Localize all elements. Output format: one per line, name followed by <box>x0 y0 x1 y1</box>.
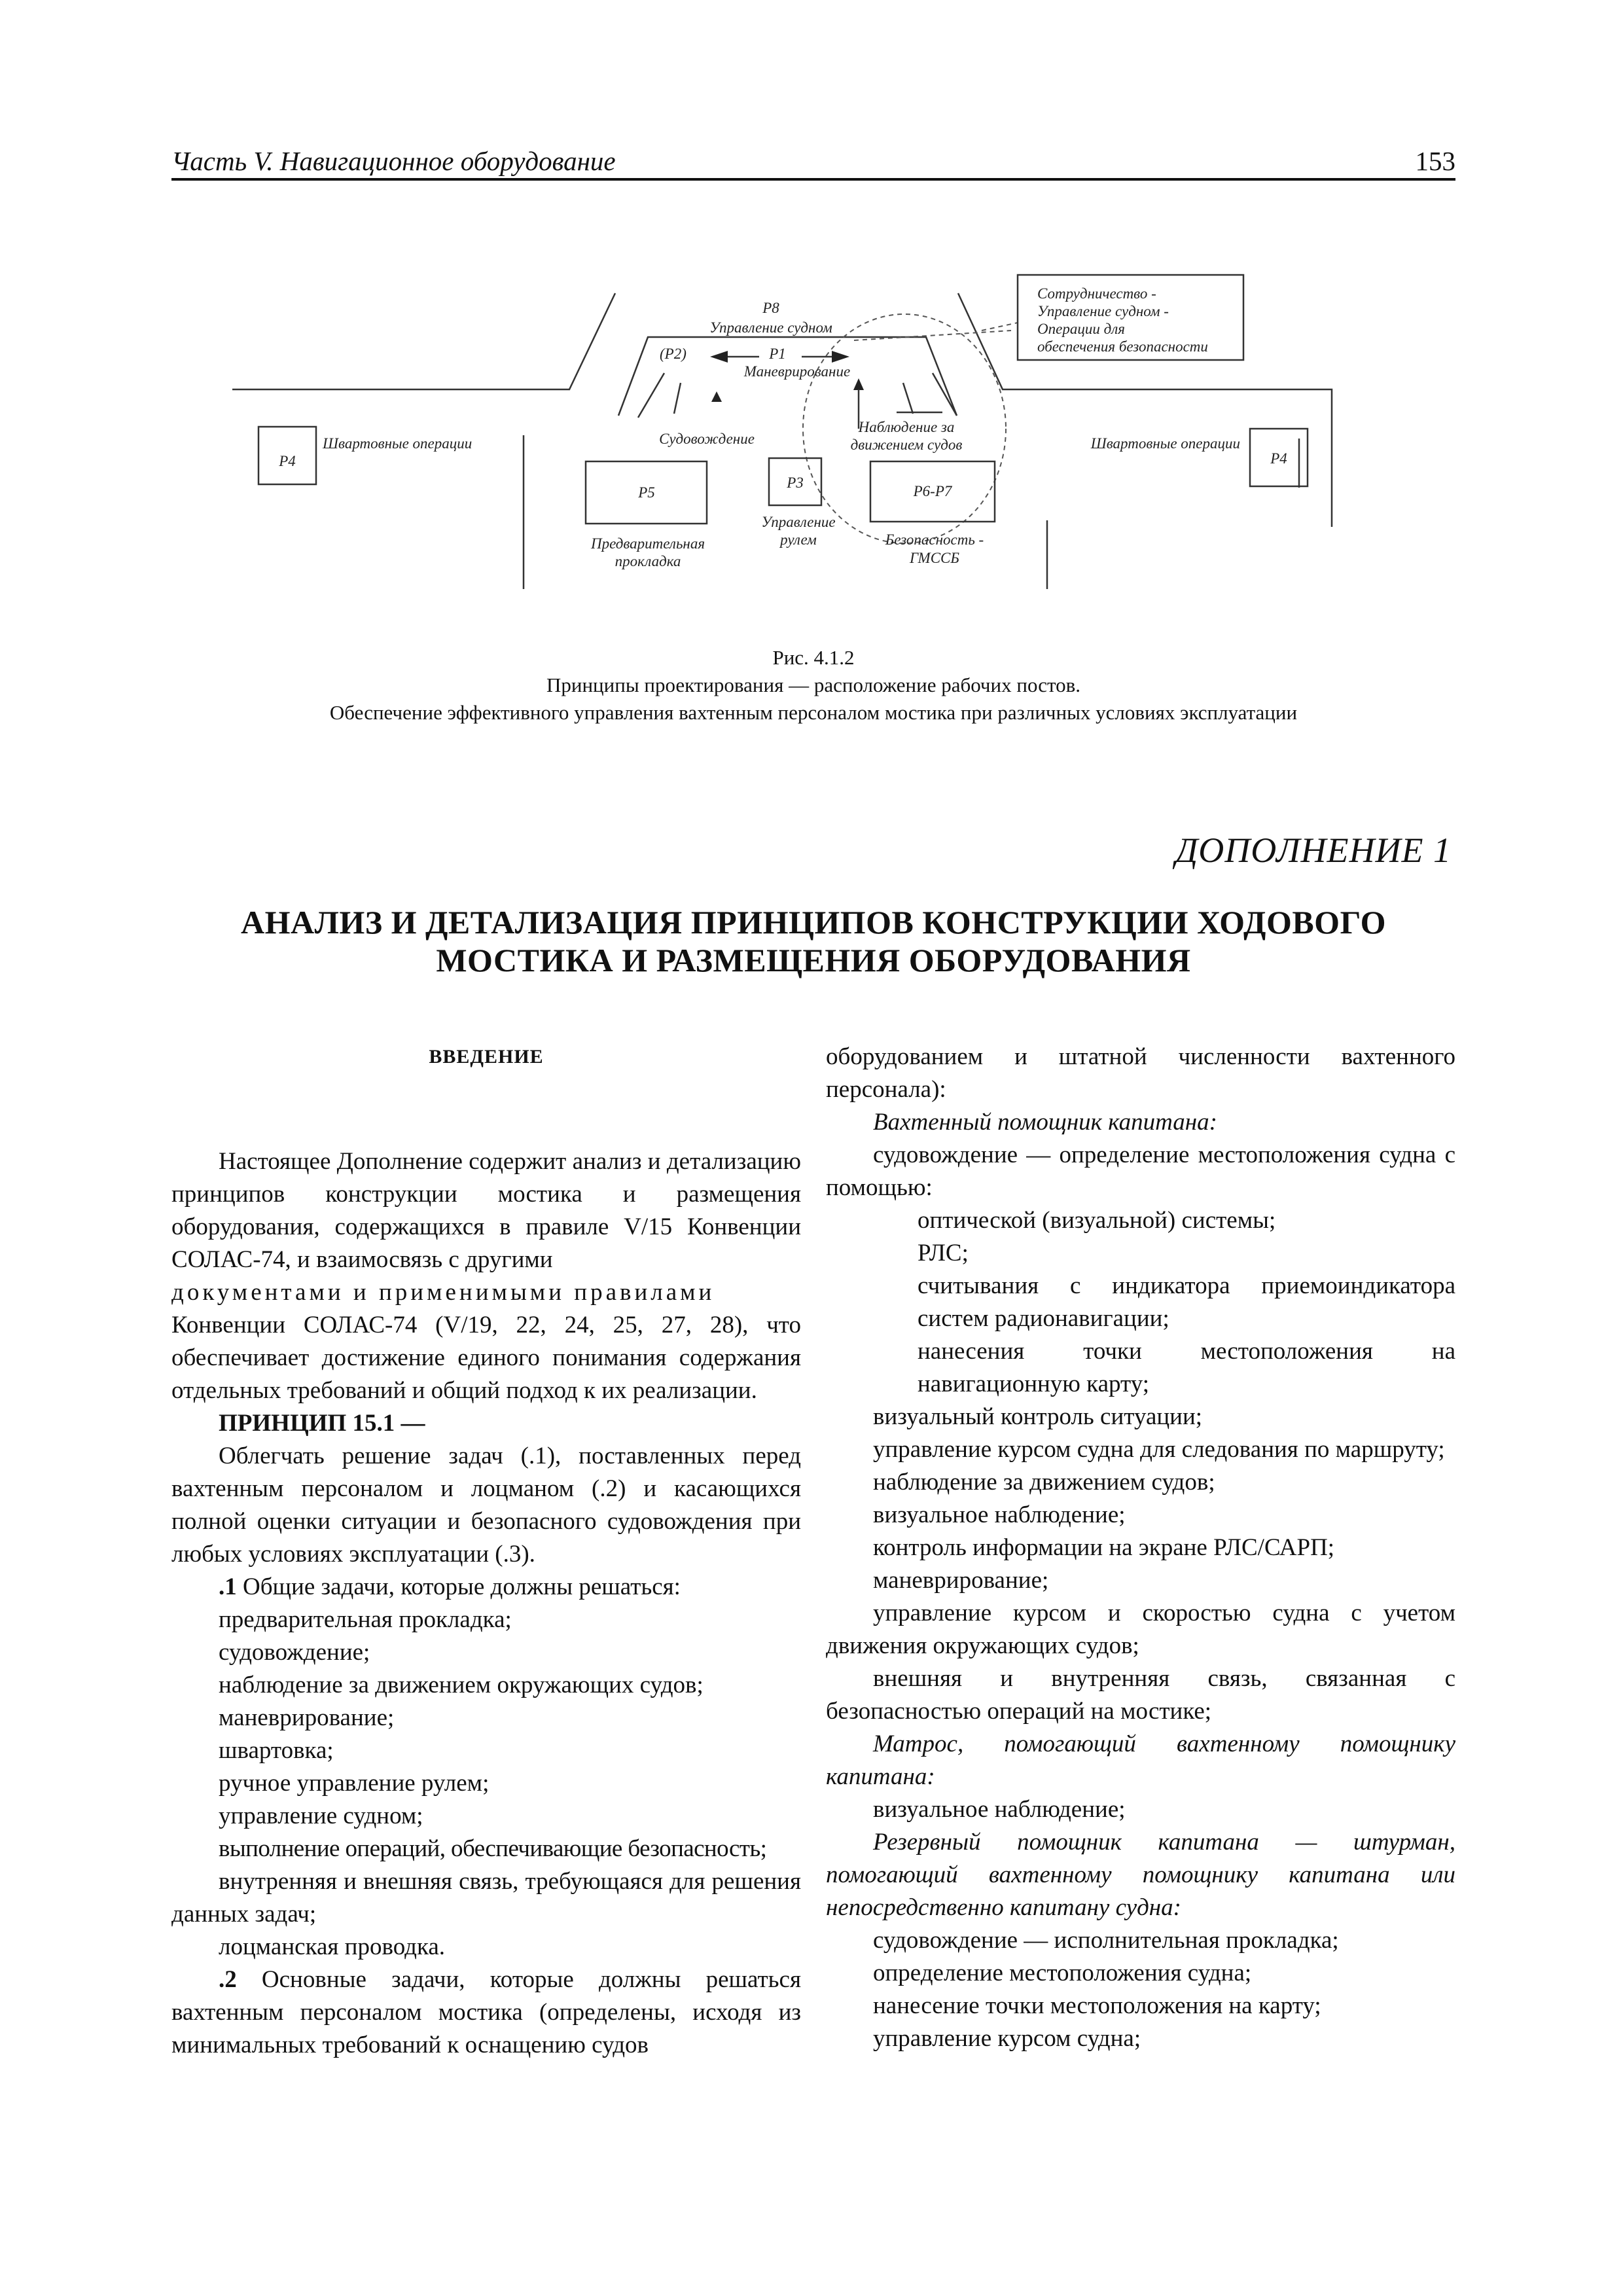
officer-task: визуальный контроль ситуации; <box>873 1403 1203 1430</box>
principle-heading: ПРИНЦИП 15.1 — <box>219 1410 425 1437</box>
course-control-task: управление курсом судна для следования по маршруту; <box>873 1436 1445 1463</box>
speed-control-task: управление курсом и скоростью судна с учетом движения окружающих судов; <box>826 1600 1455 1659</box>
task-item: выполнение операций, обеспечивающие безопасность; <box>219 1835 767 1862</box>
continuation-text: оборудованием и штатной численности вахтенного персонала): <box>826 1043 1455 1103</box>
label-traffic-1: Наблюдение за <box>858 419 955 435</box>
principle-text: Облегчать решение задач (.1), поставленных перед вахтенным персоналом и лоцманом (.2) и касающихся полной оценки ситуации и безопасного судовождения при любых условиях эксплуатации (.3). <box>171 1443 801 1568</box>
label-p6-p7: P6-P7 <box>913 483 952 499</box>
label-p5: P5 <box>638 484 655 501</box>
officer-position-fixing: судовождение — определение местоположения судна с помощью: <box>826 1141 1455 1201</box>
point-1 <box>171 1571 801 1604</box>
pilotage-task: лоцманская проводка. <box>219 1933 446 1960</box>
external-communication-task: внешняя и внутренняя связь, связанная с безопасностью операций на мостике; <box>826 1665 1455 1725</box>
seaman-task: визуальное наблюдение; <box>873 1796 1126 1823</box>
task-item: ручное управление рулем; <box>219 1770 490 1797</box>
point-1-number: .1 <box>219 1573 237 1600</box>
header-title: Часть V. Навигационное оборудование <box>171 146 616 176</box>
figure-caption-line-2: Обеспечение эффективного управления вахтенным персоналом мостика при различных условиях эксплуатации <box>329 701 1298 724</box>
point-2-number: .2 <box>219 1966 237 1993</box>
officer-task: визуальное наблюдение; <box>873 1501 1126 1528</box>
label-p4-right: P4 <box>1270 450 1287 467</box>
intro-paragraph-2: документами и применимыми правилами <box>171 1279 715 1306</box>
label-maneuvering: Маневрирование <box>743 363 851 380</box>
intro-paragraph-3: Конвенции СОЛАС-74 (V/19, 22, 24, 25, 27, 28), что обеспечивает достижение единого понимания содержания отдельных требований и общий подход к их реализации. <box>171 1312 801 1404</box>
label-navigation: Судовождение <box>659 431 755 447</box>
label-cooperation-4: обеспечения безопасности <box>1037 338 1208 355</box>
right-column <box>826 1041 1455 2055</box>
task-item: управление судном; <box>219 1803 423 1829</box>
label-p4-left: P4 <box>279 453 296 469</box>
page-number: 153 <box>1415 146 1455 176</box>
label-p2: (P2) <box>660 346 687 362</box>
reserve-task: нанесение точки местоположения на карту; <box>873 1992 1321 2019</box>
officer-heading: Вахтенный помощник капитана: <box>873 1109 1217 1136</box>
label-planning-1: Предварительная <box>590 535 705 552</box>
label-mooring-left: Швартовные операции <box>323 435 473 452</box>
label-safety-1: Безопасность - <box>885 531 984 548</box>
intro-paragraph-1: Настоящее Дополнение содержит анализ и детализацию принципов конструкции мостика и размещения оборудования, содержащихся в правиле V/15 Конвенции СОЛАС-74, и взаимосвязь с другими <box>171 1148 801 1273</box>
label-cooperation-3: Операции для <box>1037 321 1125 337</box>
seaman-heading: Матрос, помогающий вахтенному помощнику капитана: <box>826 1731 1455 1790</box>
reserve-task: судовождение — исполнительная прокладка; <box>873 1927 1339 1954</box>
left-column <box>171 1041 801 2062</box>
label-steering-2: рулем <box>780 531 817 548</box>
main-title <box>171 903 1455 979</box>
communication-task: внутренняя и внешняя связь, требующаяся для решения данных задач; <box>171 1868 801 1928</box>
label-p8: P8 <box>762 300 779 316</box>
task-item: маневрирование; <box>219 1704 395 1731</box>
position-method: оптической (визуальной) системы; <box>918 1207 1276 1234</box>
officer-task: маневрирование; <box>873 1567 1049 1594</box>
task-item: швартовка; <box>219 1737 334 1764</box>
label-cooperation-2: Управление судном - <box>1037 303 1169 319</box>
section-heading: ВВЕДЕНИЕ <box>429 1046 544 1067</box>
position-method: нанесения точки местоположения на навигационную карту; <box>918 1338 1455 1397</box>
main-title-line-1: АНАЛИЗ И ДЕТАЛИЗАЦИЯ ПРИНЦИПОВ КОНСТРУКЦИИ ХОДОВОГО <box>240 904 1387 941</box>
label-mooring-right: Швартовные операции <box>1090 435 1240 452</box>
point-2 <box>171 1964 801 2062</box>
reserve-officer-heading: Резервный помощник капитана — штурман, помогающий вахтенному помощнику капитана или непосредственно капитану судна: <box>826 1829 1455 1921</box>
point-1-text: Общие задачи, которые должны решаться: <box>236 1573 681 1600</box>
label-cooperation-1: Сотрудничество - <box>1037 285 1156 302</box>
task-item: судовождение; <box>219 1639 370 1666</box>
label-planning-2: прокладка <box>615 553 681 569</box>
officer-task: контроль информации на экране РЛС/САРП; <box>873 1534 1335 1561</box>
label-ship-control: Управление судном <box>709 319 832 336</box>
label-safety-2: ГМССБ <box>910 550 959 566</box>
label-steering-1: Управление <box>761 514 836 530</box>
reserve-task: определение местоположения судна; <box>873 1960 1252 1986</box>
figure-number: Рис. 4.1.2 <box>772 646 855 669</box>
task-item: предварительная прокладка; <box>219 1606 512 1633</box>
figure-caption-line-1: Принципы проектирования — расположение рабочих постов. <box>546 673 1081 696</box>
main-title-line-2: МОСТИКА И РАЗМЕЩЕНИЯ ОБОРУДОВАНИЯ <box>436 942 1191 978</box>
label-p1: P1 <box>769 346 786 362</box>
officer-task: наблюдение за движением судов; <box>873 1469 1215 1496</box>
label-traffic-2: движением судов <box>850 437 963 453</box>
bridge-layout-diagram <box>0 0 1623 655</box>
point-2-text: Основные задачи, которые должны решаться вахтенным персоналом мостика (определены, исходя из минимальных требований к оснащению судов <box>171 1966 801 2058</box>
label-p3: P3 <box>787 475 804 491</box>
task-item: наблюдение за движением окружающих судов; <box>219 1672 704 1698</box>
reserve-task: управление курсом судна; <box>873 2025 1141 2052</box>
position-method: считывания с индикатора приемоиндикатора систем радионавигации; <box>918 1272 1455 1332</box>
appendix-label: ДОПОЛНЕНИЕ 1 <box>1175 831 1452 870</box>
position-method: РЛС; <box>918 1240 969 1266</box>
